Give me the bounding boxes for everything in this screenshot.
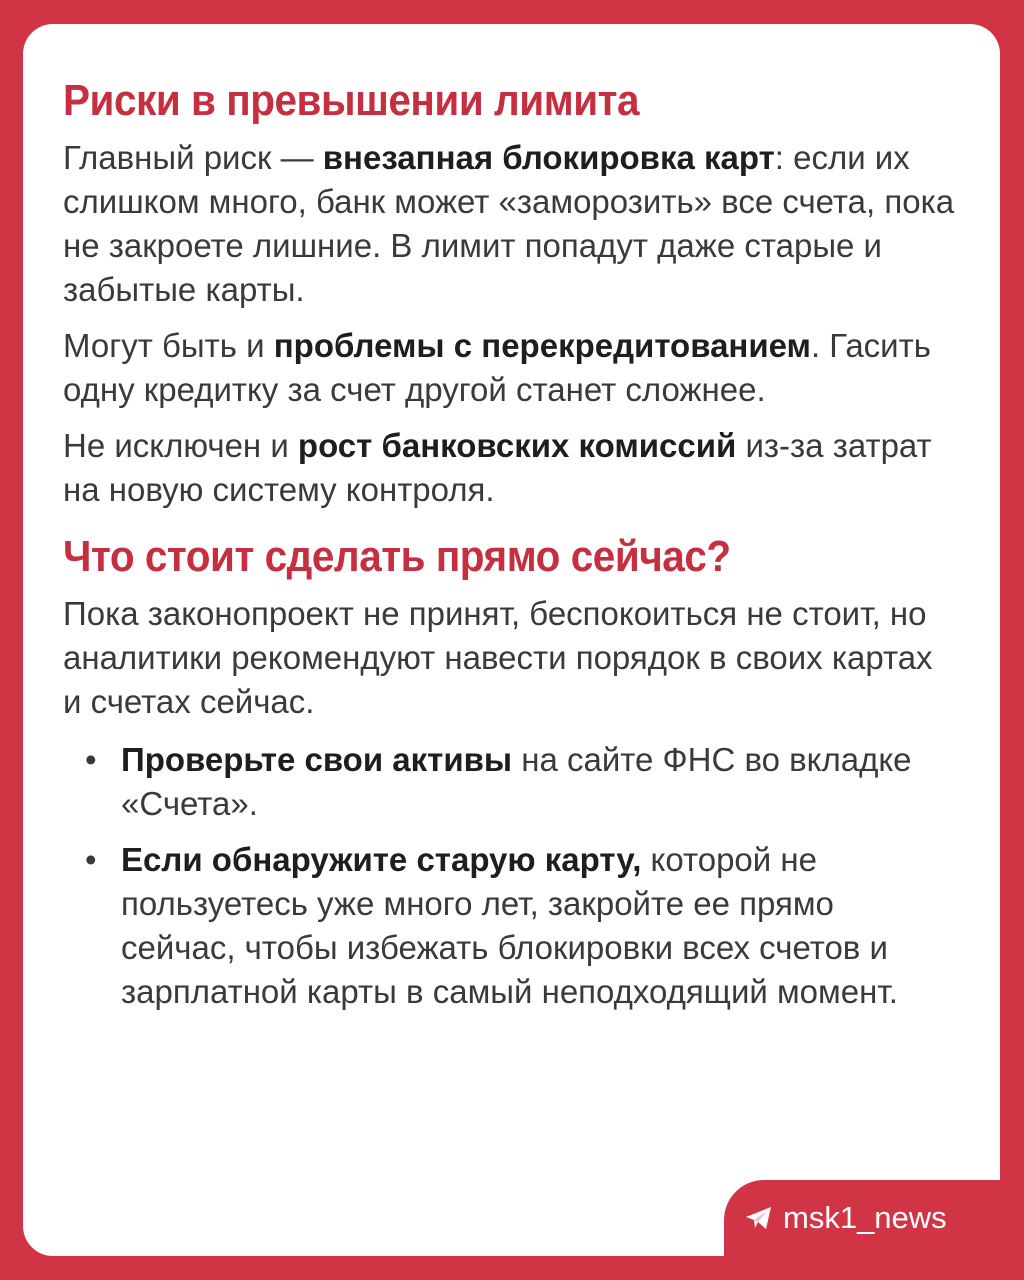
- section-title-risks: Риски в превышении лимита: [63, 76, 640, 125]
- paragraph-bold: внезапная блокировка карт: [322, 139, 775, 176]
- bullet-text: на сайте ФНС во вкладке «Счета».: [121, 741, 912, 822]
- bullet-item-old-card: [63, 838, 956, 1014]
- telegram-icon: [745, 1206, 773, 1230]
- bullet-bold: Если обнаружите старую карту,: [121, 841, 642, 878]
- content-card: [23, 24, 1000, 1256]
- paragraph-text: . Гасить одну кредитку за счет другой станет сложнее.: [63, 327, 931, 408]
- paragraph-text: Не исключен и: [63, 427, 298, 464]
- bullet-list: [63, 738, 956, 1014]
- paragraph-refinancing: [63, 324, 956, 412]
- bullet-marker: •: [85, 741, 97, 778]
- paragraph-text: Главный риск —: [63, 139, 323, 176]
- paragraph-bold: рост банковских комиссий: [297, 427, 737, 464]
- bullet-text: которой не пользуетесь уже много лет, закройте ее прямо сейчас, чтобы избежать блокировки всех счетов и зарплатной карты в самый неподходящий момент.: [121, 841, 898, 1010]
- paragraph-main-risk: [63, 136, 956, 312]
- channel-link[interactable]: [745, 1196, 947, 1240]
- bullet-item-check-assets: [63, 738, 956, 826]
- bullet-bold: Проверьте свои активы: [121, 741, 513, 778]
- section-title-actions: Что стоит сделать прямо сейчас?: [63, 532, 731, 581]
- channel-handle: msk1_news: [783, 1200, 947, 1235]
- paragraph-text: : если их слишком много, банк может «заморозить» все счета, пока не закроете лишние. В лимит попадут даже старые и забытые карты.: [63, 139, 955, 308]
- paragraph-text: Могут быть и: [63, 327, 274, 364]
- paragraph-fees: [63, 424, 956, 512]
- bullet-marker: •: [85, 841, 97, 878]
- paragraph-text: из-за затрат на новую систему контроля.: [63, 427, 932, 508]
- paragraph-intro: Пока законопроект не принят, беспокоиться не стоит, но аналитики рекомендуют навести порядок в своих картах и счетах сейчас.: [63, 595, 933, 720]
- paragraph-bold: проблемы с перекредитованием: [273, 327, 811, 364]
